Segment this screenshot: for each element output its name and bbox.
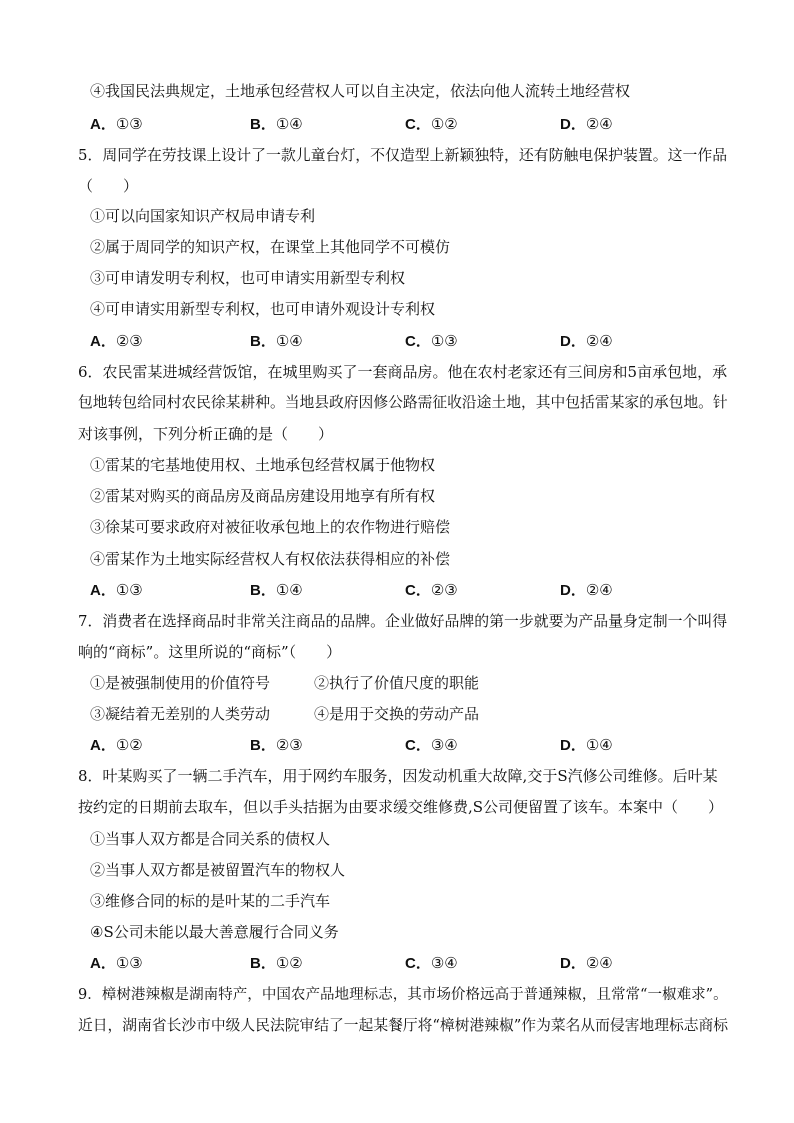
q7-statement-1: ①是被强制使用的价值符号 [90,674,271,692]
q5-statement-1: ①可以向国家知识产权局申请专利 [90,207,316,225]
q6-option-c[interactable]: C．②③ [405,581,458,599]
q4-option-c[interactable]: C．①② [405,115,458,133]
q6-stem-line-1: 6．农民雷某进城经营饭馆，在城里购买了一套商品房。他在农村老家还有三间房和5亩承包地，承 [78,363,728,381]
q5-option-d[interactable]: D．②④ [560,332,613,350]
q5-option-a[interactable]: A．②③ [90,332,143,350]
q6-option-b[interactable]: B．①④ [250,581,303,599]
q7-statement-4: ④是用于交换的劳动产品 [314,705,480,723]
q6-option-a[interactable]: A．①③ [90,581,143,599]
q7-option-b[interactable]: B．②③ [250,736,303,754]
q4-options [90,114,720,134]
q5-option-c[interactable]: C．①③ [405,332,458,350]
q5-statement-3: ③可申请发明专利权，也可申请实用新型专利权 [90,269,406,287]
q9-stem-line-1: 9．樟树港辣椒是湖南特产，中国农产品地理标志，其市场价格远高于普通辣椒，且常常“一椒难求”。 [78,986,728,1003]
q5-options [90,331,720,351]
q7-option-a[interactable]: A．①② [90,736,143,754]
q8-option-d[interactable]: D．②④ [560,954,613,972]
q6-statement-3: ③徐某可要求政府对被征收承包地上的农作物进行赔偿 [90,518,451,536]
q8-stem-line-1: 8．叶某购买了一辆二手汽车，用于网约车服务，因发动机重大故障,交于S汽修公司维修。后叶某 [78,767,718,785]
q7-options [90,735,720,755]
q5-stem-line-2: （ ） [78,177,139,195]
q5-stem-line-1: 5．周同学在劳技课上设计了一款儿童台灯，不仅造型上新颖独特，还有防触电保护装置。这一作品 [78,146,728,164]
q7-option-d[interactable]: D．①④ [560,736,613,754]
q5-option-b[interactable]: B．①④ [250,332,303,350]
q7-option-c[interactable]: C．③④ [405,736,458,754]
q5-statement-2: ②属于周同学的知识产权，在课堂上其他同学不可模仿 [90,238,451,256]
q9-stem-line-2: 近日，湖南省长沙市中级人民法院审结了一起某餐厅将“樟树港辣椒”作为菜名从而侵害地理标志商标 [78,1017,729,1034]
q8-option-c[interactable]: C．③④ [405,954,458,972]
q8-option-a[interactable]: A．①③ [90,954,143,972]
q7-stem-line-1: 7．消费者在选择商品时非常关注商品的品牌。企业做好品牌的第一步就要为产品量身定制一个叫得 [78,612,728,630]
q4-option-d[interactable]: D．②④ [560,115,613,133]
q8-stem-line-2: 按约定的日期前去取车，但以手头拮据为由要求缓交维修费,S公司便留置了该车。本案中（ ） [78,798,724,816]
q4-option-b[interactable]: B．①④ [250,115,303,133]
q8-options [90,953,720,973]
q8-statement-1: ①当事人双方都是合同关系的债权人 [90,830,331,848]
q6-stem-line-3: 对该事例，下列分析正确的是（ ） [78,425,334,443]
q7-stem-line-2: 响的“商标”。这里所说的“商标”（ ） [78,643,342,661]
q8-option-b[interactable]: B．①② [250,954,303,972]
q8-statement-2: ②当事人双方都是被留置汽车的物权人 [90,861,346,879]
q6-statement-1: ①雷某的宅基地使用权、土地承包经营权属于他物权 [90,456,436,474]
q4-statement-4: ④我国民法典规定，土地承包经营权人可以自主决定，依法向他人流转土地经营权 [90,82,631,100]
q6-option-d[interactable]: D．②④ [560,581,613,599]
q6-statement-2: ②雷某对购买的商品房及商品房建设用地享有所有权 [90,487,436,505]
q5-statement-4: ④可申请实用新型专利权，也可申请外观设计专利权 [90,300,436,318]
q6-options [90,580,720,600]
q7-statement-2: ②执行了价值尺度的职能 [314,674,480,692]
q8-statement-3: ③维修合同的标的是叶某的二手汽车 [90,892,331,910]
q4-option-a[interactable]: A．①③ [90,115,143,133]
q8-statement-4: ④S公司未能以最大善意履行合同义务 [90,923,339,941]
q6-stem-line-2: 包地转包给同村农民徐某耕种。当地县政府因修公路需征收沿途土地，其中包括雷某家的承包地。针 [78,394,728,411]
q6-statement-4: ④雷某作为土地实际经营权人有权依法获得相应的补偿 [90,550,451,568]
q7-statement-3: ③凝结着无差别的人类劳动 [90,705,271,723]
